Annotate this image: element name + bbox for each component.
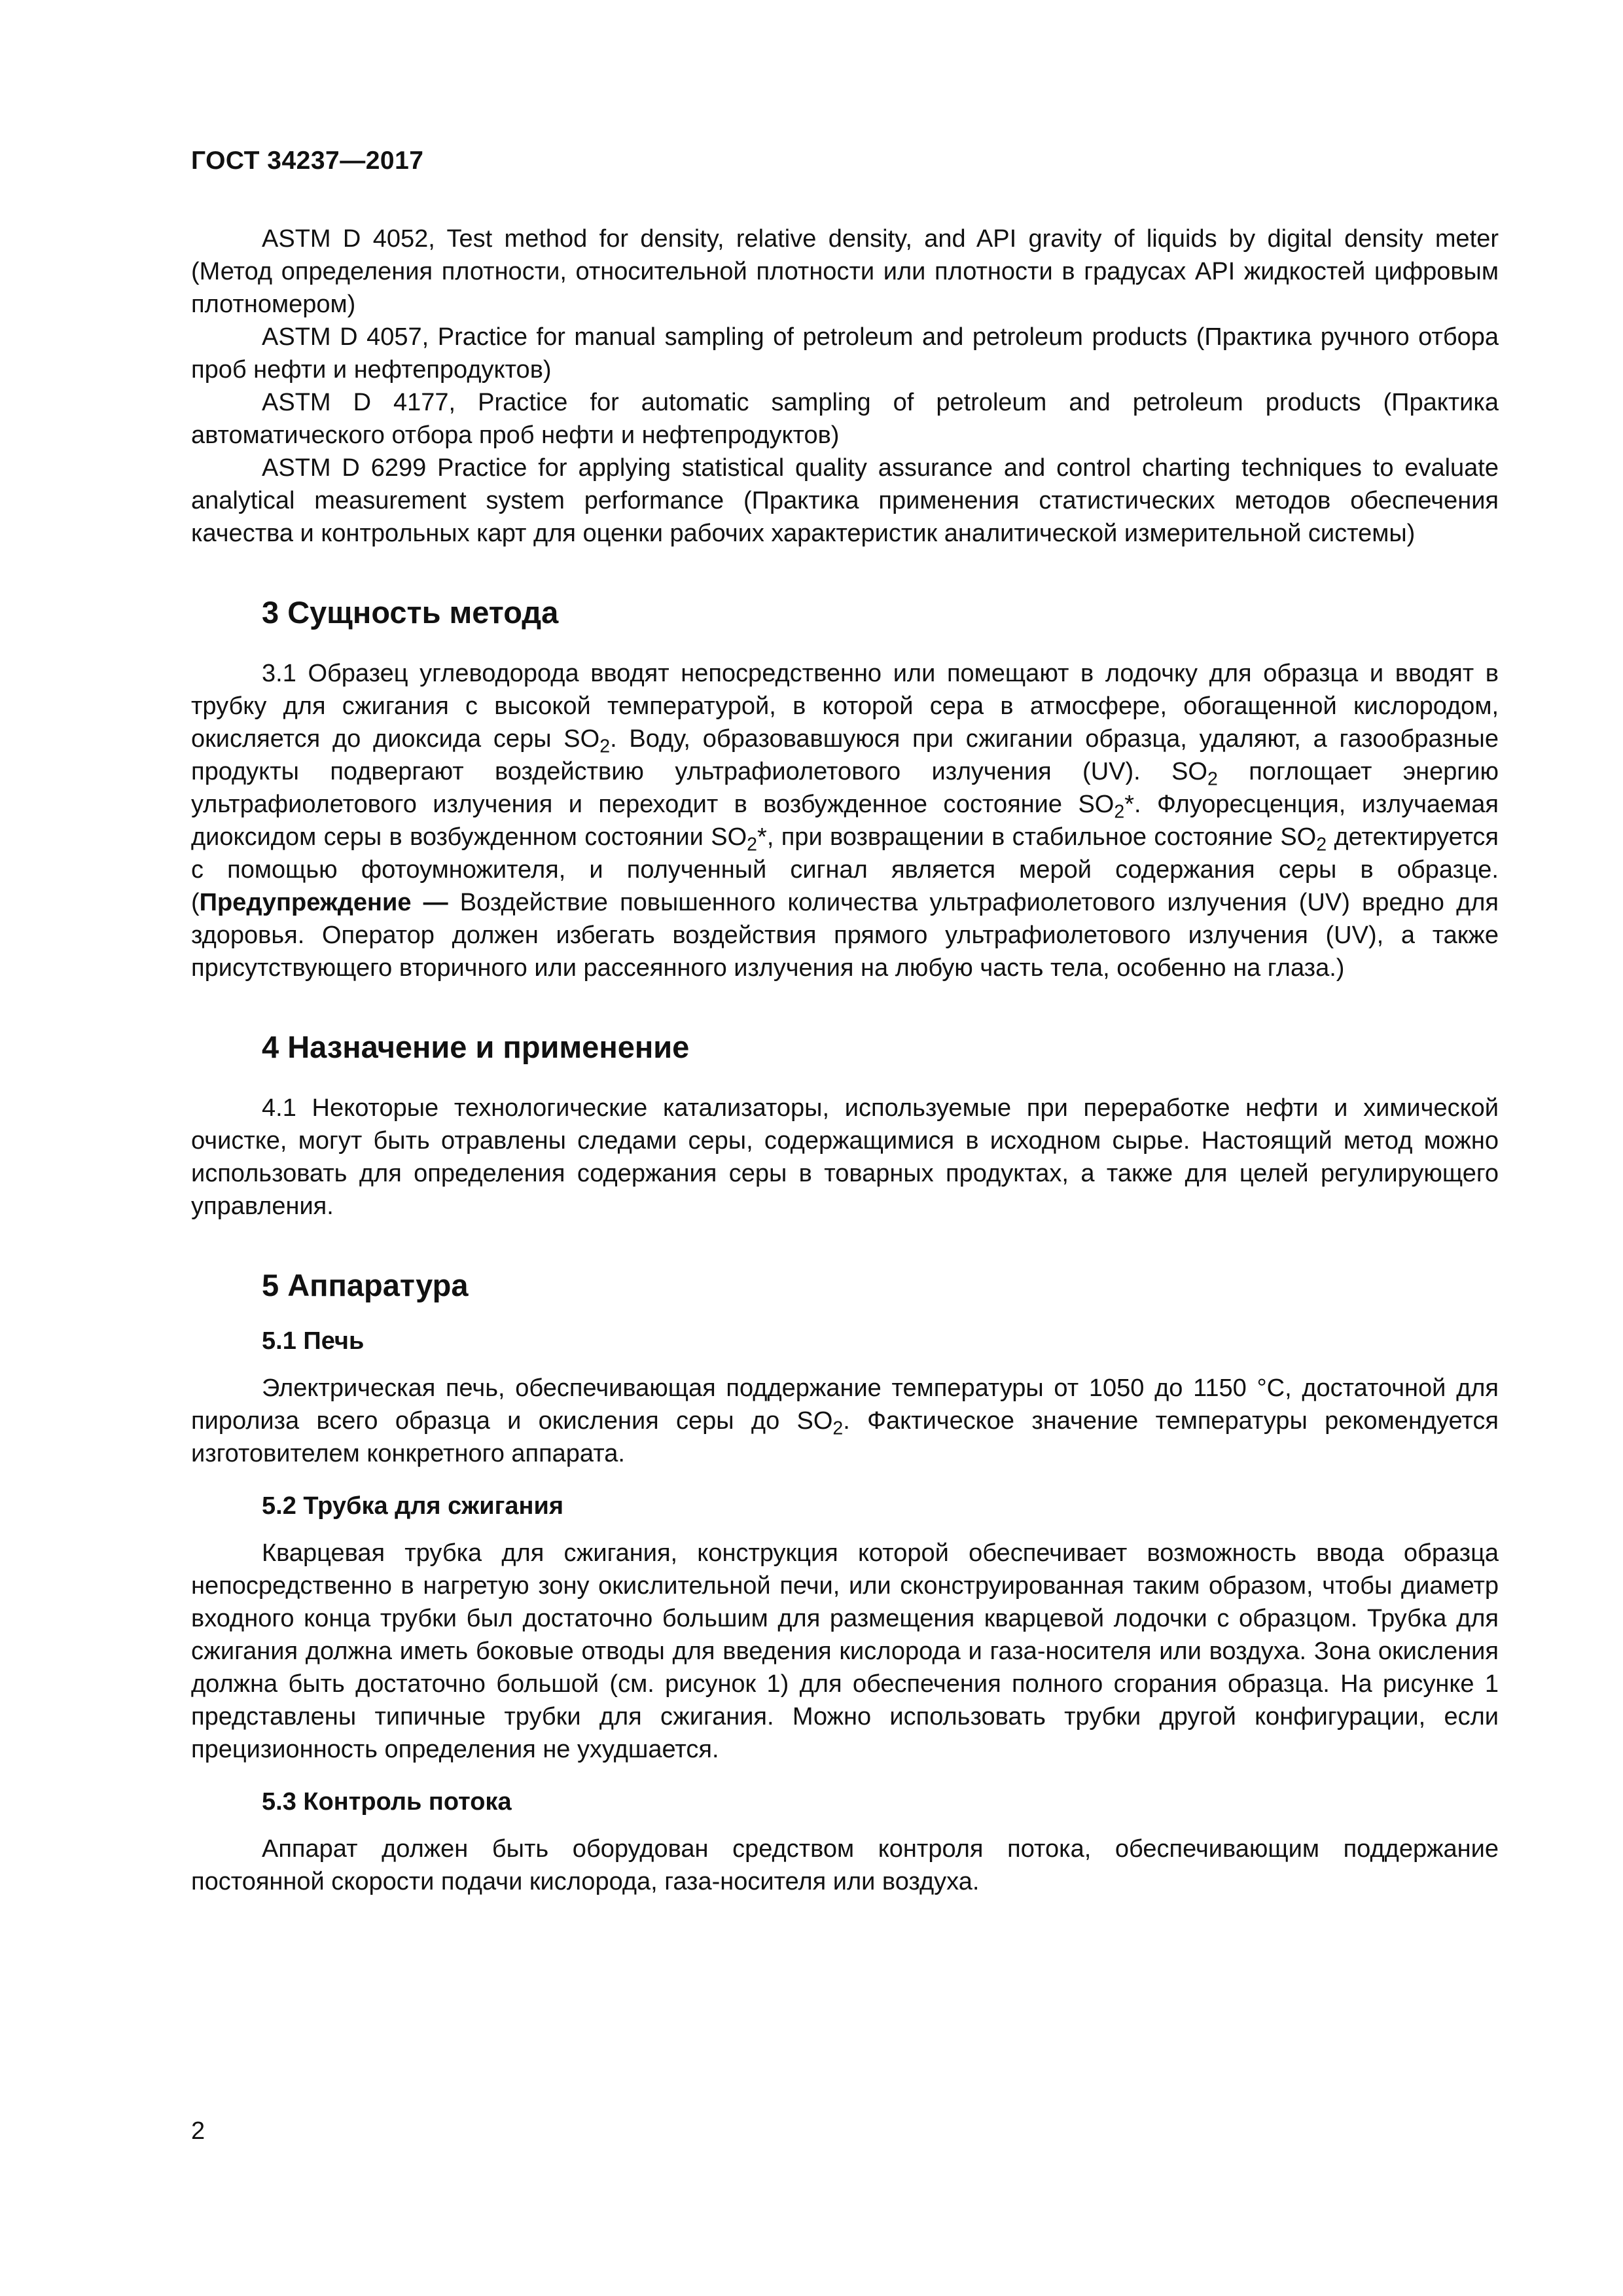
section-3-1-text-e: *, при возвращении в стабильное состояние SO [757, 823, 1317, 851]
reference-astm-d6299: ASTM D 6299 Practice for applying statistical quality assurance and control charting techniques to evaluate analytical measurement system performance (Практика применения статистических методов обеспечения качества и контрольных карт для оценки рабочих характеристик аналитической измерительной системы) [191, 454, 1499, 547]
section-3-1-text-b: . Воду, образовавшуюся при сжигании образца, удаляют, а газообразные продукты подвергают воздействию ультрафиолетового излучения (UV). SO [191, 725, 1499, 785]
reference-astm-d4177: ASTM D 4177, Practice for automatic sampling of petroleum and petroleum products (Практика автоматического отбора проб нефти и нефтепродуктов) [191, 389, 1499, 449]
section-3-1-text-g: Воздействие повышенного количества ультрафиолетового излучения (UV) вредно для здоровья. Оператор должен избегать воздействия прямого ультрафиолетового излучения (UV), а также присутствующего вторичного или рассеянного излучения на любую часть тела, особенно на глаза.) [191, 889, 1499, 982]
subsection-5-1-paragraph [191, 1372, 1499, 1470]
subsection-5-3-paragraph: Аппарат должен быть оборудован средством контроля потока, обеспечивающим поддержание постоянной скорости подачи кислорода, газа-носителя или воздуха. [191, 1835, 1499, 1895]
section-3-1-text-f: детектируется с помощью фотоумножителя, и полученный сигнал является мерой содержания серы в образце. ( [191, 823, 1499, 916]
section-5-heading: 5 Аппаратура [262, 1268, 469, 1302]
section-3-1-paragraph [191, 657, 1499, 984]
reference-astm-d4052: ASTM D 4052, Test method for density, relative density, and API gravity of liquids by digital density meter (Метод определения плотности, относительной плотности или плотности в градусах API жидкостей цифровым плотномером) [191, 225, 1499, 318]
subsection-5-1-heading: 5.1 Печь [262, 1327, 365, 1355]
subsection-5-2-paragraph: Кварцевая трубка для сжигания, конструкция которой обеспечивает возможность ввода образца непосредственно в нагретую зону окислительной печи, или сконструированная таким образом, чтобы диаметр входного конца трубки был достаточно большим для размещения кварцевой лодочки с образцом. Трубка для сжигания должна иметь боковые отводы для введения кислорода и газа-носителя или воздуха. Зона окисления должна быть достаточно большой (см. рисунок 1) для обеспечения полного сгорания образца. На рисунке 1 представлены типичные трубки для сжигания. Можно использовать трубки другой конфигурации, если прецизионность определения не ухудшается. [191, 1539, 1499, 1763]
section-4-heading: 4 Назначение и применение [262, 1030, 690, 1064]
subscript-2: 2 [1207, 768, 1218, 790]
subscript-2: 2 [1114, 801, 1125, 823]
subscript-2: 2 [1316, 834, 1327, 855]
subsection-5-1-text-b: . Фактическое значение температуры рекомендуется изготовителем конкретного аппарата. [191, 1407, 1499, 1467]
subscript-2: 2 [832, 1418, 844, 1439]
section-3-heading: 3 Сущность метода [262, 595, 559, 630]
section-3-1-text-d: *. Флуоресценция, излучаемая диоксидом серы в возбужденном состоянии SO [191, 791, 1499, 851]
standard-header: ГОСТ 34237—2017 [191, 147, 424, 175]
subsection-5-3-heading: 5.3 Контроль потока [262, 1788, 512, 1816]
warning-label: Предупреждение — [199, 889, 448, 916]
section-3-1-text-a: 3.1 Образец углеводорода вводят непосредственно или помещают в лодочку для образца и вводят в трубку для сжигания с высокой температурой, в которой сера в атмосфере, обогащенной кислородом, окисляется до диоксида серы SO [191, 660, 1499, 753]
page-number: 2 [191, 2117, 205, 2145]
reference-astm-d4057: ASTM D 4057, Practice for manual sampling of petroleum and petroleum products (Практика ручного отбора проб нефти и нефтепродуктов) [191, 323, 1499, 384]
document-body [191, 223, 1499, 1898]
section-3-1-text-c: поглощает энергию ультрафиолетового излучения и переходит в возбужденное состояние SO [191, 758, 1499, 818]
subsection-5-1-text-a: Электрическая печь, обеспечивающая поддержание температуры от 1050 до 1150 °C, достаточной для пиролиза всего образца и окисления серы до SO [191, 1374, 1499, 1435]
subsection-5-2-heading: 5.2 Трубка для сжигания [262, 1492, 564, 1520]
section-4-1-paragraph: 4.1 Некоторые технологические катализаторы, используемые при переработке нефти и химической очистке, могут быть отравлены следами серы, содержащимися в исходном сырье. Настоящий метод можно использовать для определения содержания серы в товарных продуктах, а также для целей регулирующего управления. [191, 1094, 1499, 1220]
subscript-2: 2 [747, 834, 758, 855]
subscript-2: 2 [599, 736, 611, 757]
